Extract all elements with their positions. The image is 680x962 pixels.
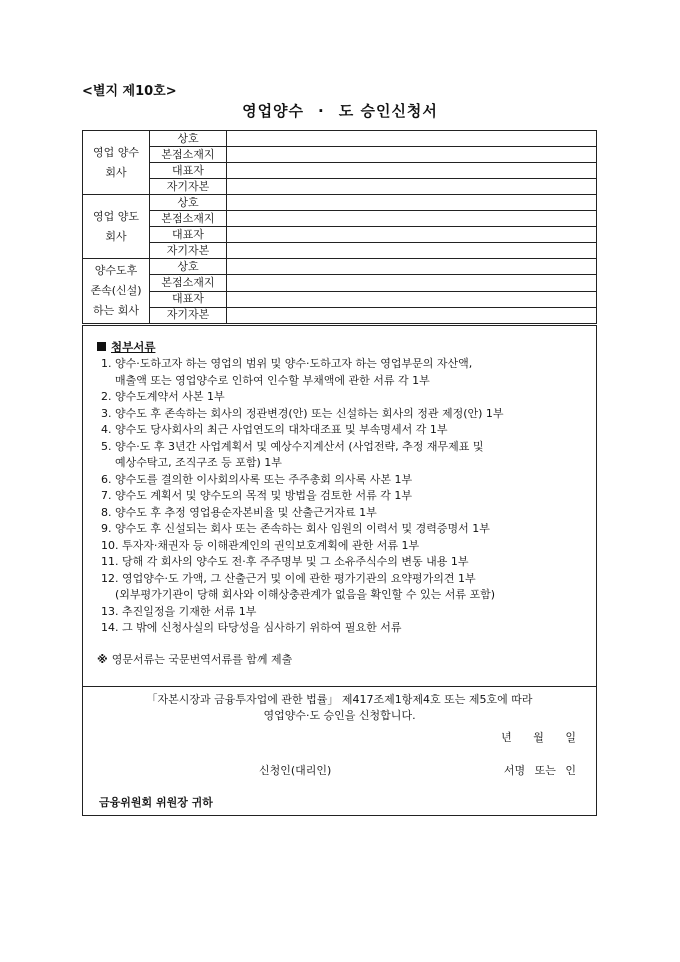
item-text-continued: 예상수탁고, 조직구조 등 포함) 1부 xyxy=(115,456,282,469)
item-number: 7. xyxy=(101,489,112,502)
item-number: 14. xyxy=(101,621,119,634)
table-row xyxy=(83,195,597,211)
group-label-line: 양수도후 xyxy=(94,264,138,277)
item-number: 3. xyxy=(101,406,112,420)
field-label: 대표자 xyxy=(150,227,227,243)
section-divider xyxy=(83,686,596,687)
field-value-input[interactable] xyxy=(227,259,597,275)
note-text: 영문서류는 국문번역서류를 함께 제출 xyxy=(111,653,293,666)
attachments-frame xyxy=(82,325,597,816)
field-value-input[interactable] xyxy=(227,211,597,227)
table-row xyxy=(83,211,597,227)
item-text: 투자자·채권자 등 이해관계인의 권익보호계획에 관한 서류 1부 xyxy=(122,538,420,552)
signature-label: 서명 또는 인 xyxy=(503,764,576,777)
table-row xyxy=(83,179,597,195)
group-label-line: 존속(신설) xyxy=(90,284,142,297)
table-row xyxy=(83,307,597,323)
item-text: 양수도 당사회사의 최근 사업연도의 대차대조표 및 부속명세서 각 1부 xyxy=(115,423,448,436)
form-number: <별지 제10호> xyxy=(82,84,177,99)
field-label: 대표자 xyxy=(150,163,227,179)
field-value-input[interactable] xyxy=(227,227,597,243)
declaration xyxy=(83,692,596,724)
item-text: 양수도 후 존속하는 회사의 정관변경(안) 또는 신설하는 회사의 정관 제정(안) 1부 xyxy=(115,406,504,420)
item-number: 4. xyxy=(101,423,112,436)
table-row xyxy=(83,163,597,179)
group-label-line: 영업 양도 xyxy=(92,209,139,223)
group-label-transferor xyxy=(83,195,150,259)
item-text-continued: (외부평가기관이 당해 회사와 이해상충관계가 없음을 확인할 수 있는 서류 포함) xyxy=(115,588,496,601)
field-label: 본점소재지 xyxy=(150,211,227,227)
list-item xyxy=(101,472,586,489)
addressee: 금융위원회 위원장 귀하 xyxy=(99,796,213,809)
item-number: 10. xyxy=(101,538,119,552)
item-number: 11. xyxy=(101,555,119,568)
item-text: 양수·도하고자 하는 영업의 범위 및 양수·도하고자 하는 영업부문의 자산액, xyxy=(115,357,473,370)
field-value-input[interactable] xyxy=(227,291,597,307)
list-item xyxy=(101,505,586,522)
item-text: 양수도를 결의한 이사회의사록 또는 주주총회 의사록 사본 1부 xyxy=(115,472,413,486)
item-text: 영업양수·도 가액, 그 산출근거 및 이에 관한 평가기관의 요약평가의견 1부 xyxy=(122,571,476,585)
list-item xyxy=(101,620,586,637)
attachment-list xyxy=(101,356,586,637)
item-text: 양수·도 후 3년간 사업계획서 및 예상수지계산서 (사업전략, 추정 재무제표 및 xyxy=(115,439,484,453)
field-value-input[interactable] xyxy=(227,179,597,195)
field-label: 본점소재지 xyxy=(150,147,227,163)
item-number: 2. xyxy=(101,390,112,403)
item-text: 양수도 후 신설되는 회사 또는 존속하는 회사 임원의 이력서 및 경력증명서 1부 xyxy=(115,522,490,535)
group-label-line: 영업 양수 xyxy=(92,145,139,159)
field-label: 본점소재지 xyxy=(150,275,227,291)
item-number: 8. xyxy=(101,505,112,519)
list-item xyxy=(101,554,586,571)
item-text: 추진일정을 기재한 서류 1부 xyxy=(122,604,257,618)
item-text: 당해 각 회사의 양수도 전·후 주주명부 및 그 소유주식수의 변동 내용 1부 xyxy=(122,555,469,568)
table-row xyxy=(83,147,597,163)
item-text: 그 밖에 신청사실의 타당성을 심사하기 위하여 필요한 서류 xyxy=(122,621,402,634)
attachments-heading-label: 첨부서류 xyxy=(111,340,156,354)
field-value-input[interactable] xyxy=(227,147,597,163)
field-label: 대표자 xyxy=(150,291,227,307)
field-value-input[interactable] xyxy=(227,131,597,147)
note-mark: ※ xyxy=(97,653,108,666)
item-text: 양수도 계획서 및 양수도의 목적 및 방법을 검토한 서류 각 1부 xyxy=(115,489,412,502)
date-labels: 년 월 일 xyxy=(501,731,576,744)
table-row xyxy=(83,243,597,259)
group-label-surviving xyxy=(83,259,150,324)
field-value-input[interactable] xyxy=(227,195,597,211)
attachments-heading xyxy=(97,339,155,355)
item-number: 13. xyxy=(101,604,119,618)
list-item xyxy=(101,389,586,406)
applicant-label: 신청인(대리인) xyxy=(259,764,332,777)
field-value-input[interactable] xyxy=(227,243,597,259)
item-number: 1. xyxy=(101,357,112,370)
declaration-line: 영업양수·도 승인을 신청합니다. xyxy=(263,709,416,722)
list-item xyxy=(101,571,586,604)
list-item xyxy=(101,439,586,472)
table-row xyxy=(83,259,597,275)
field-label: 상호 xyxy=(150,259,227,275)
list-item xyxy=(101,538,586,555)
item-text-continued: 매출액 또는 영업양수로 인하여 인수할 부채액에 관한 서류 각 1부 xyxy=(115,373,430,387)
item-number: 9. xyxy=(101,522,112,535)
list-item xyxy=(101,406,586,423)
field-label: 자기자본 xyxy=(150,307,227,323)
title-left: 영업양수 xyxy=(242,102,305,120)
field-value-input[interactable] xyxy=(227,307,597,323)
group-label-line: 회사 xyxy=(105,165,127,179)
form-title xyxy=(0,100,680,121)
field-label: 상호 xyxy=(150,195,227,211)
item-text: 양수도 후 추정 영업용순자본비율 및 산출근거자료 1부 xyxy=(115,505,377,519)
square-bullet-icon xyxy=(97,342,106,351)
field-label: 상호 xyxy=(150,131,227,147)
list-item xyxy=(101,521,586,538)
field-value-input[interactable] xyxy=(227,275,597,291)
field-value-input[interactable] xyxy=(227,163,597,179)
table-row xyxy=(83,291,597,307)
list-item xyxy=(101,488,586,505)
item-number: 5. xyxy=(101,439,112,453)
title-right: 도 승인신청서 xyxy=(338,102,438,120)
list-item xyxy=(101,422,586,439)
declaration-line: 「자본시장과 금융투자업에 관한 법률」 제417조제1항제4호 또는 제5호에 따라 xyxy=(146,693,533,706)
item-number: 12. xyxy=(101,571,119,585)
list-item xyxy=(101,604,586,621)
translation-note xyxy=(97,651,292,667)
item-text: 양수도계약서 사본 1부 xyxy=(115,390,225,403)
group-label-line: 회사 xyxy=(105,229,127,243)
group-label-line: 하는 회사 xyxy=(92,304,139,317)
field-label: 자기자본 xyxy=(150,243,227,259)
company-info-table xyxy=(82,130,597,324)
table-row xyxy=(83,227,597,243)
field-label: 자기자본 xyxy=(150,179,227,195)
item-number: 6. xyxy=(101,472,112,486)
title-separator: · xyxy=(318,102,325,120)
list-item xyxy=(101,356,586,389)
table-row xyxy=(83,131,597,147)
table-row xyxy=(83,275,597,291)
group-label-transferee xyxy=(83,131,150,195)
